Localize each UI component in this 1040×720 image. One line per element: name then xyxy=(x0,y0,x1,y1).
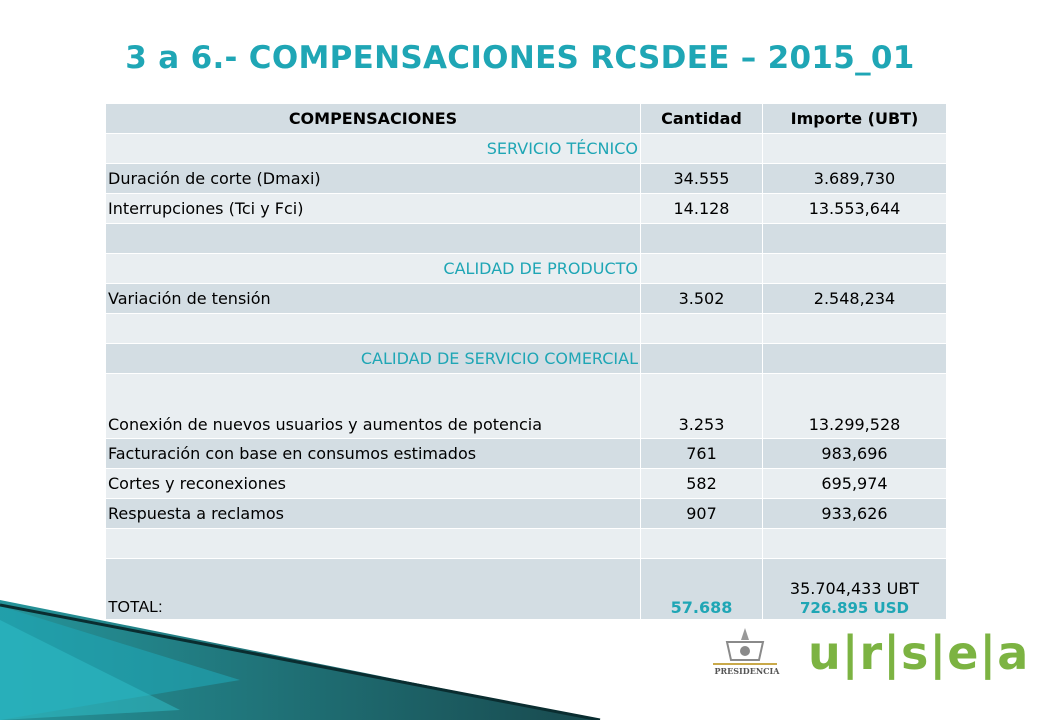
page-title: 3 a 6.- COMPENSACIONES RCSDEE – 2015_01 xyxy=(125,40,915,76)
total-cantidad: 57.688 xyxy=(641,559,763,620)
header-cantidad: Cantidad xyxy=(641,104,763,134)
row-importe: 13.553,644 xyxy=(763,194,947,224)
total-label: TOTAL: xyxy=(106,559,641,620)
row-concepto: Facturación con base en consumos estimados xyxy=(106,439,641,469)
row-concepto: Cortes y reconexiones xyxy=(106,469,641,499)
ursea-logo: u|r|s|e|a xyxy=(808,626,1030,680)
table-row xyxy=(106,194,947,224)
empty-row xyxy=(106,529,947,559)
table-header-row xyxy=(106,104,947,134)
row-importe: 933,626 xyxy=(763,499,947,529)
table-row xyxy=(106,374,947,439)
empty-row xyxy=(106,224,947,254)
table-row xyxy=(106,284,947,314)
row-concepto: Conexión de nuevos usuarios y aumentos de potencia xyxy=(106,374,641,439)
brand-logos xyxy=(705,620,1030,700)
row-importe: 13.299,528 xyxy=(763,374,947,439)
row-cantidad: 3.502 xyxy=(641,284,763,314)
header-compensaciones: COMPENSACIONES xyxy=(106,104,641,134)
total-importe xyxy=(763,559,947,620)
row-importe: 695,974 xyxy=(763,469,947,499)
row-cantidad: 34.555 xyxy=(641,164,763,194)
total-importe-usd: 726.895 USD xyxy=(800,599,909,617)
row-cantidad: 3.253 xyxy=(641,374,763,439)
decorative-wedge xyxy=(0,560,640,720)
presidencia-label: PRESIDENCIA xyxy=(714,666,780,676)
section-row xyxy=(106,344,947,374)
section-row xyxy=(106,254,947,284)
row-importe: 983,696 xyxy=(763,439,947,469)
row-concepto: Variación de tensión xyxy=(106,284,641,314)
header-importe: Importe (UBT) xyxy=(763,104,947,134)
row-cantidad: 907 xyxy=(641,499,763,529)
total-importe-ubt: 35.704,433 UBT xyxy=(789,579,920,598)
table-row xyxy=(106,164,947,194)
section-calidad-servicio-comercial: CALIDAD DE SERVICIO COMERCIAL xyxy=(106,344,641,374)
compensaciones-table xyxy=(105,103,947,620)
section-row xyxy=(106,134,947,164)
row-cantidad: 582 xyxy=(641,469,763,499)
row-importe: 3.689,730 xyxy=(763,164,947,194)
table-row xyxy=(106,439,947,469)
row-importe: 2.548,234 xyxy=(763,284,947,314)
row-concepto: Duración de corte (Dmaxi) xyxy=(106,164,641,194)
section-calidad-producto: CALIDAD DE PRODUCTO xyxy=(106,254,641,284)
table-row xyxy=(106,499,947,529)
empty-row xyxy=(106,314,947,344)
row-cantidad: 761 xyxy=(641,439,763,469)
row-concepto: Interrupciones (Tci y Fci) xyxy=(106,194,641,224)
row-cantidad: 14.128 xyxy=(641,194,763,224)
row-concepto: Respuesta a reclamos xyxy=(106,499,641,529)
table-row xyxy=(106,469,947,499)
section-servicio-tecnico: SERVICIO TÉCNICO xyxy=(106,134,641,164)
